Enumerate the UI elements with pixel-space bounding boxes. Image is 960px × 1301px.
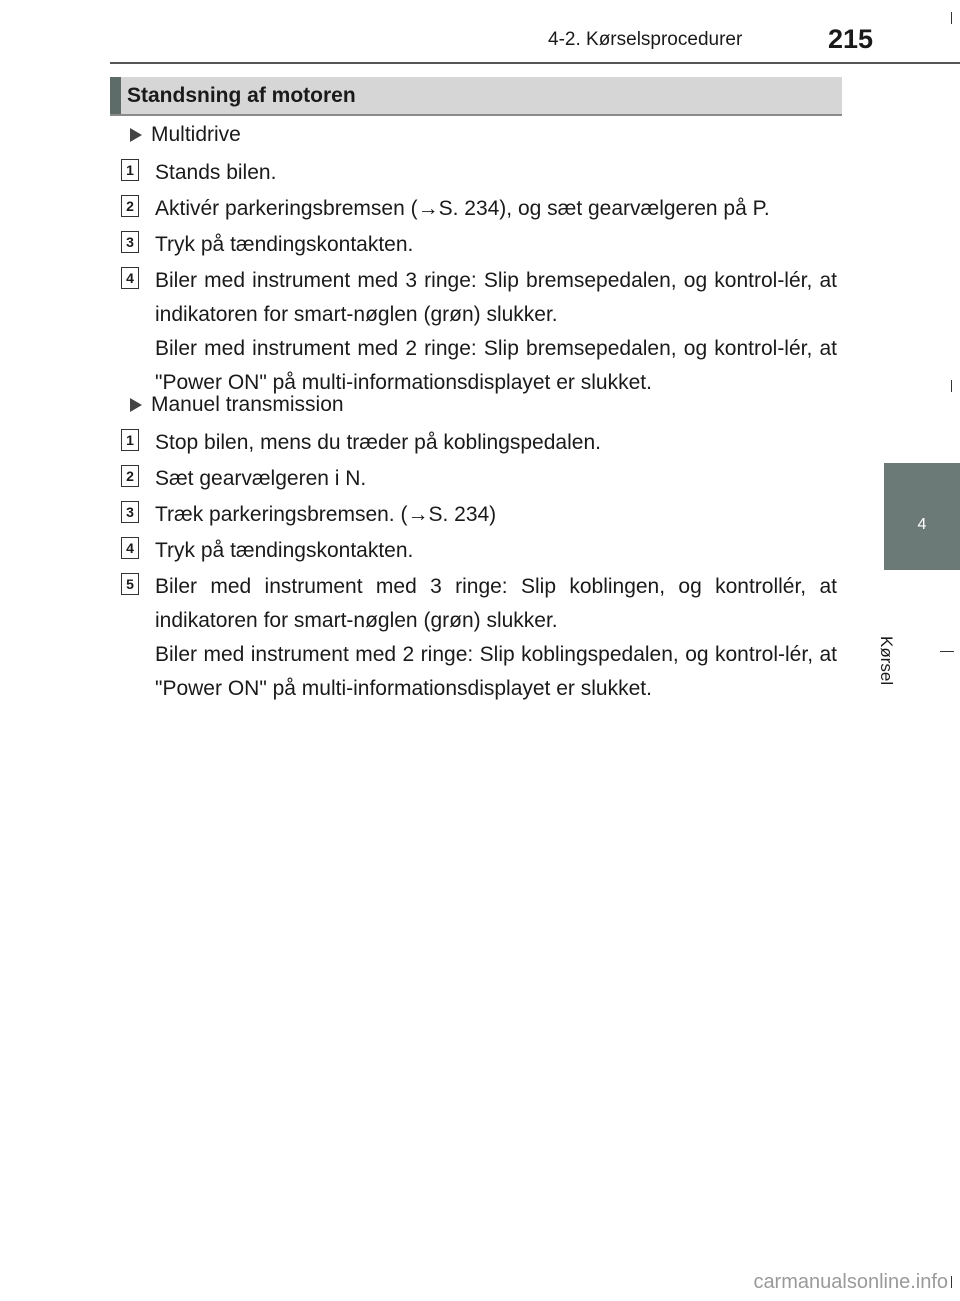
chapter-tab [884,463,960,570]
step-text: Træk parkeringsbremsen. (→S. 234) [155,503,497,526]
step-item [121,264,837,400]
subheading-manual: Manuel transmission [130,388,344,422]
running-header: 4-2. Kørselsprocedurer [548,29,743,50]
step-text: Biler med instrument med 3 ringe: Slip bremsepedalen, og kontrol-lér, at indikatoren for smart-nøglen (grøn) slukker. Biler med instrument med 2 ringe: Slip bremsepedalen, og kontrol-lér, at "Power ON" på multi-informationsdisplayet er slukket. [155,269,837,394]
watermark: carmanualsonline.info [753,1271,948,1293]
trim-mark-mid [940,651,954,652]
step-text: Tryk på tændingskontakten. [155,233,414,256]
step-item [121,228,837,262]
subheading-multidrive: Multidrive [130,118,241,152]
step-item [121,498,837,532]
step-text: Biler med instrument med 3 ringe: Slip koblingen, og kontrollér, at indikatoren for smart-nøglen (grøn) slukker. Biler med instrument med 2 ringe: Slip koblingspedalen, og kontrol-lér, at "Power ON" på multi-informationsdisplayet er slukket. [155,575,837,700]
header-rule [110,62,960,64]
trim-mark-top [951,12,952,24]
triangle-bullet-icon [130,398,142,412]
step-text: Stands bilen. [155,161,277,184]
step-item [121,156,837,190]
chapter-label: Kørsel [877,636,896,686]
step-text: Aktivér parkeringsbremsen (→S. 234), og sæt gearvælgeren på P. [155,197,770,220]
step-text: Sæt gearvælgeren i N. [155,467,367,490]
triangle-bullet-icon [130,128,142,142]
step-number-badge: 2 [121,195,139,217]
trim-mark-bottom [951,1276,952,1288]
trim-mark-mid-top [951,380,952,392]
step-number-badge: 4 [121,537,139,559]
step-number-badge: 2 [121,465,139,487]
step-number-badge: 1 [121,429,139,451]
section-accent [110,77,121,114]
step-number-badge: 4 [121,267,139,289]
chapter-label-box [877,578,926,686]
chapter-number: 4 [917,516,927,533]
step-number-badge: 5 [121,573,139,595]
step-item [121,570,837,706]
step-text: Stop bilen, mens du træder på koblingspedalen. [155,431,601,454]
step-number-badge: 3 [121,501,139,523]
step-item [121,426,837,460]
step-number-badge: 3 [121,231,139,253]
section-heading-bar [110,77,842,116]
step-item [121,192,837,226]
step-text: Tryk på tændingskontakten. [155,539,414,562]
section-title: Standsning af motoren [127,84,356,107]
step-item [121,462,837,496]
page-number: 215 [828,24,874,54]
step-number-badge: 1 [121,159,139,181]
step-item [121,534,837,568]
